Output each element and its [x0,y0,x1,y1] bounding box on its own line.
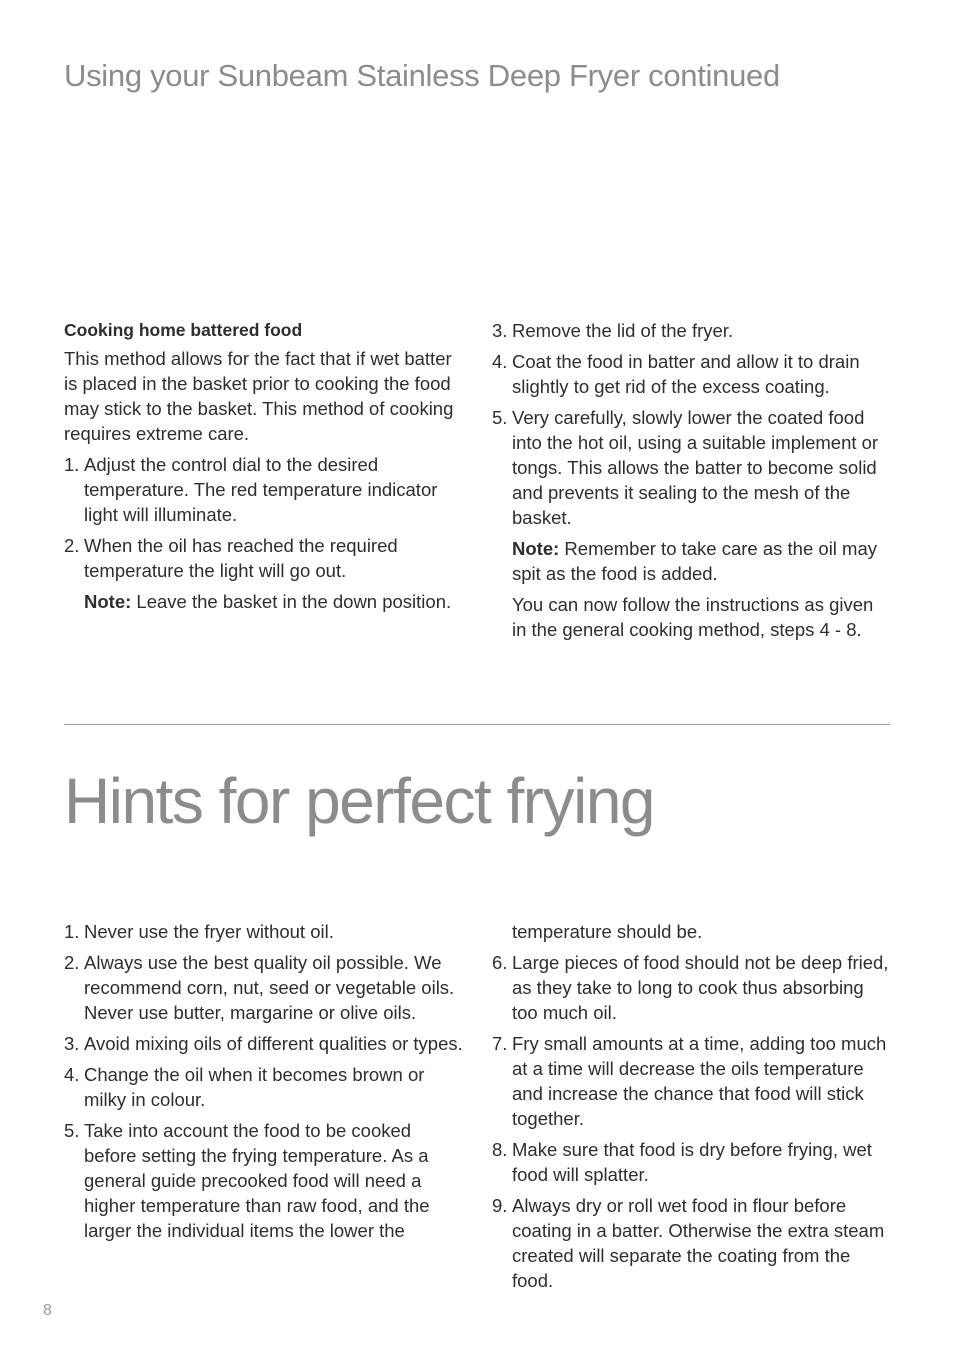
step-text: Adjust the control dial to the desired temperature. The red temperature indicator light will illuminate. [84,454,438,525]
hint-text: Never use the fryer without oil. [84,921,334,942]
list-item [64,1031,468,1056]
battered-heading: Cooking home battered food [64,320,303,340]
hint-number: 7. [492,1033,508,1054]
hint-number: 2. [64,952,80,973]
list-item [492,349,892,399]
list-item [492,1193,892,1293]
hint-text: Large pieces of food should not be deep fried, as they take to long to cook thus absorbing too much oil. [512,952,889,1023]
hint-5-continued-text: temperature should be. [512,921,703,942]
hint-text: Make sure that food is dry before frying, wet food will splatter. [512,1139,872,1185]
note-text: Leave the basket in the down position. [131,591,452,612]
note-label: Note: [512,538,560,559]
hints-right-column [492,919,892,1299]
page-header-title: Using your Sunbeam Stainless Deep Fryer continued [64,58,780,93]
hint-number: 3. [64,1033,80,1054]
note-text: Remember to take care as the oil may spit as the food is added. [512,538,877,584]
hint-text: Avoid mixing oils of different qualities or types. [84,1033,463,1054]
list-item [64,1062,468,1112]
hint-number: 4. [64,1064,80,1085]
hint-text: Always use the best quality oil possible. We recommend corn, nut, seed or vegetable oils. Never use butter, margarine or olive oils. [84,952,455,1023]
hint-number: 9. [492,1195,508,1216]
step-text: Very carefully, slowly lower the coated food into the hot oil, using a suitable implement or tongs. This allows the batter to become solid and prevents it sealing to the mesh of the basket. [512,407,879,528]
step-text: Coat the food in batter and allow it to drain slightly to get rid of the excess coating. [512,351,860,397]
list-item [64,1118,468,1243]
list-item [64,950,468,1025]
battered-steps-right [492,318,892,530]
battered-intro: This method allows for the fact that if wet batter is placed in the basket prior to cooking the food may stick to the basket. This method of cooking requires extreme care. [64,348,454,444]
hint-number: 6. [492,952,508,973]
list-item [492,318,892,343]
hints-list-right [492,950,892,1293]
step-number: 2. [64,535,80,556]
list-item [492,1137,892,1187]
battered-right-column [492,318,892,648]
list-item [64,533,464,583]
note-oil-spit [492,536,892,586]
list-item [492,405,892,530]
hint-text: Fry small amounts at a time, adding too much at a time will decrease the oils temperature and increase the chance that food will stick together. [512,1033,887,1129]
hint-text: Change the oil when it becomes brown or milky in colour. [84,1064,425,1110]
step-text: When the oil has reached the required temperature the light will go out. [84,535,398,581]
hint-number: 8. [492,1139,508,1160]
hint-number: 1. [64,921,80,942]
step-number: 1. [64,454,80,475]
hints-section-title: Hints for perfect frying [64,765,654,837]
hint-text: Always dry or roll wet food in flour before coating in a batter. Otherwise the extra steam created will separate the coating from the food. [512,1195,885,1291]
step-text: Remove the lid of the fryer. [512,320,734,341]
step-number: 4. [492,351,508,372]
step-number: 3. [492,320,508,341]
hints-left-column [64,919,468,1249]
hint-number: 5. [64,1120,80,1141]
list-item [64,919,468,944]
section-divider [64,724,890,725]
note-basket-position [64,589,464,614]
list-item [492,950,892,1025]
page-number: 8 [43,1302,52,1319]
note-label: Note: [84,591,132,612]
list-item [64,452,464,527]
list-item [492,1031,892,1131]
follow-instructions-text: You can now follow the instructions as given in the general cooking method, steps 4 - 8. [512,594,874,640]
step-number: 5. [492,407,508,428]
hints-list-left [64,919,468,1243]
hint-text: Take into account the food to be cooked before setting the frying temperature. As a general guide precooked food will need a higher temperature than raw food, and the larger the individual items the lower the [84,1120,430,1241]
battered-left-column [64,318,464,620]
battered-steps-left [64,452,464,583]
